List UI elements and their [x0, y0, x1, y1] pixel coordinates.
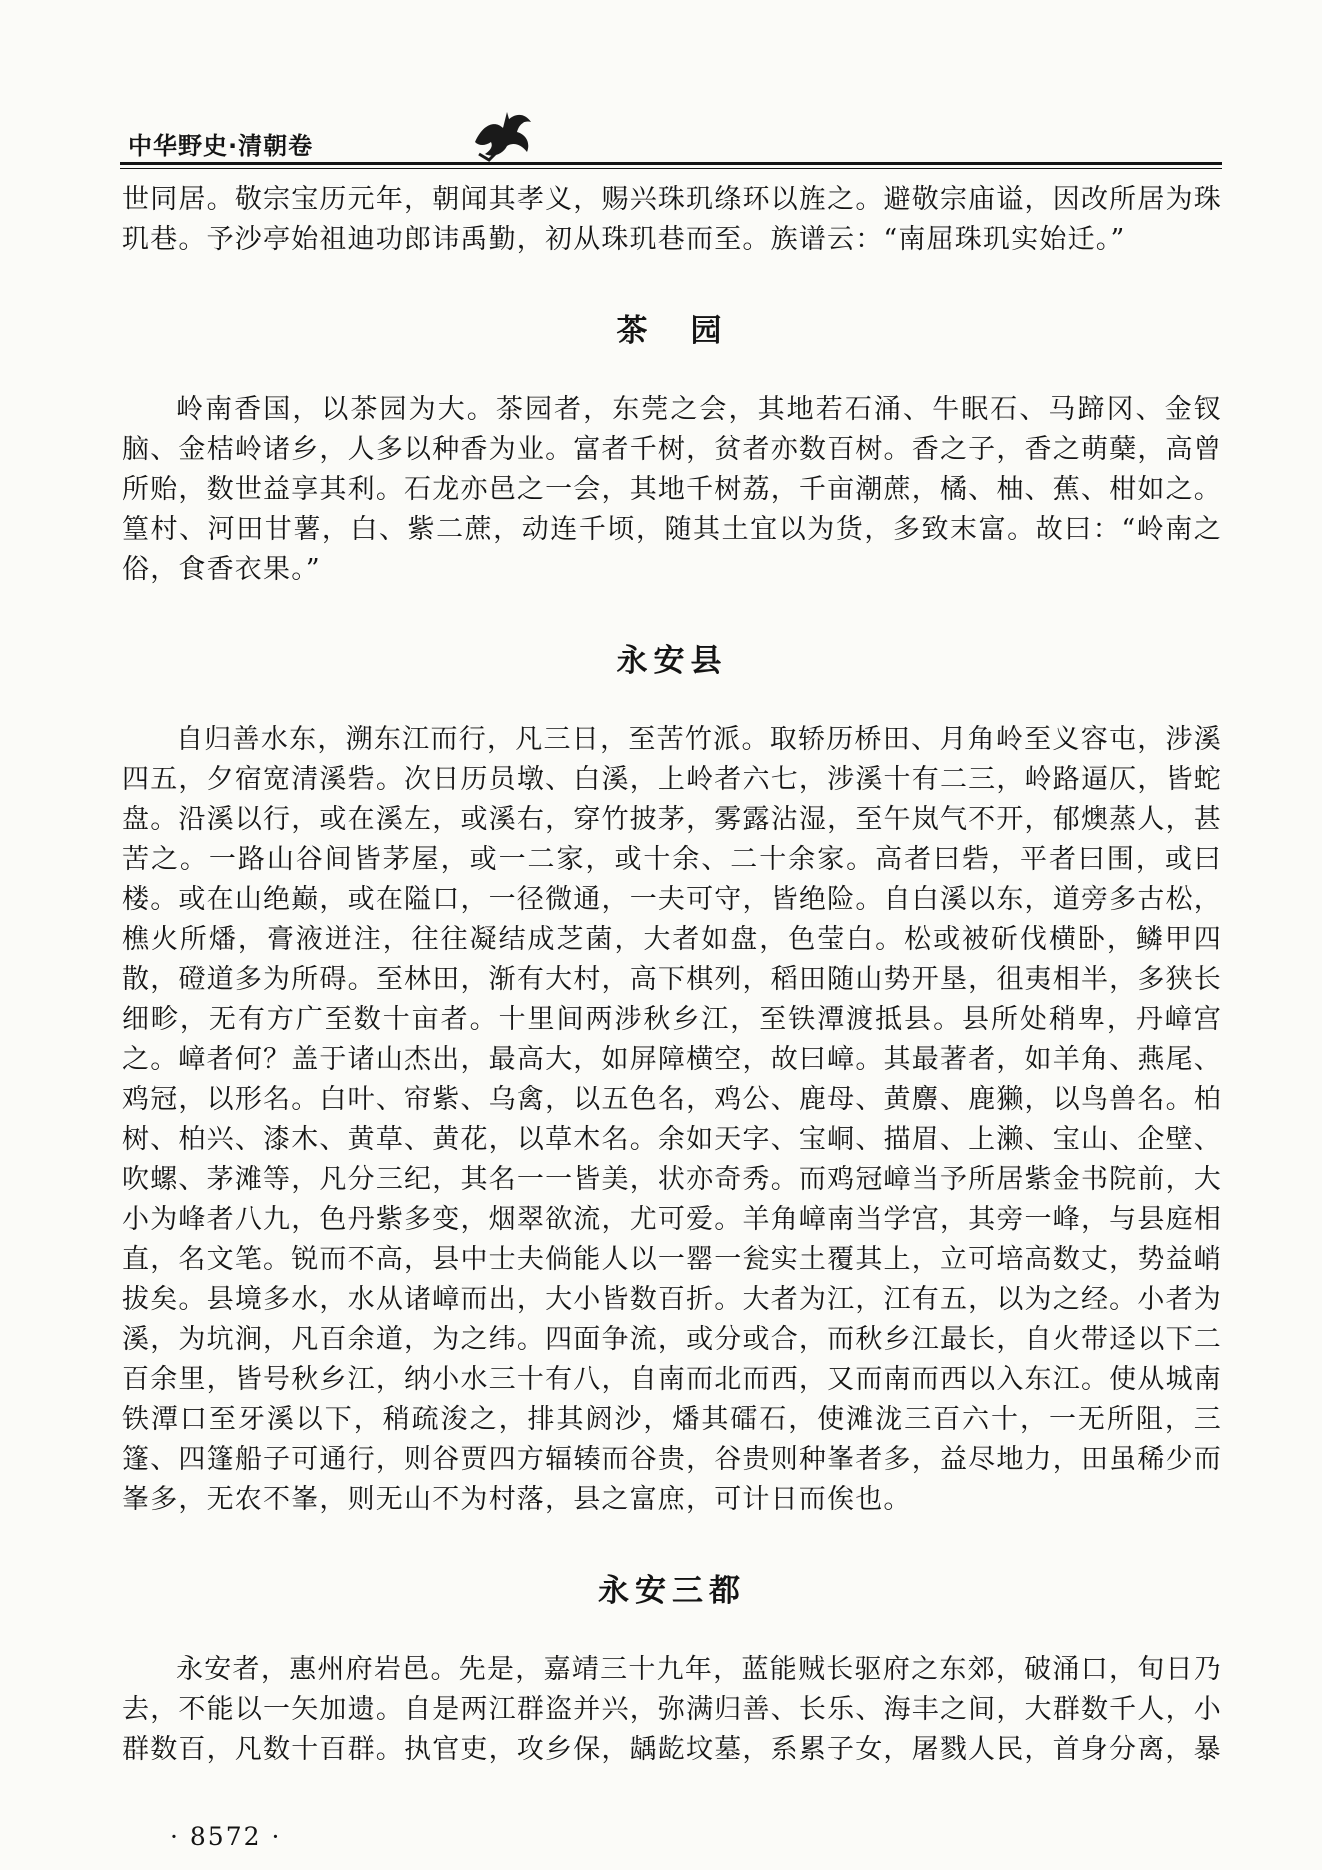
running-header [120, 122, 1220, 162]
spacer [122, 696, 1222, 720]
continued-paragraph: 世同居。敬宗宝历元年，朝闻其孝义，赐兴珠玑绦环以旌之。避敬宗庙谥，因改所居为珠玑巷。予沙亭始祖迪功郎讳禹勤，初从珠玑巷而至。族谱云：“南屈珠玑实始迁。” [122, 184, 1222, 255]
section-paragraph: 永安者，惠州府岩邑。先是，嘉靖三十九年，蓝能贼长驱府之东郊，破涌口，旬日乃去，不能以一矢加遗。自是两江群盗并兴，弥满归善、长乐、海丰之间，大群数千人，小群数百，凡数十百群。执官吏，攻乡保，龋龁坟墓，系累子女，屠戮人民，首身分离，暴 [122, 1654, 1222, 1765]
book-title: 中华野史·清朝卷 [128, 132, 314, 160]
spacer [122, 1626, 1222, 1650]
section-paragraph: 自归善水东，溯东江而行，凡三日，至苦竹派。取轿历桥田、月角岭至义容屯，涉溪四五，夕宿宽清溪砦。次日历员墩、白溪，上岭者六七，涉溪十有二三，岭路逼仄，皆蛇盘。沿溪以行，或在溪左，或溪右，穿竹披茅，雾露沾湿，至午岚气不开，郁燠蒸人，甚苦之。一路山谷间皆茅屋，或一二家，或十余、二十余家。高者曰砦，平者曰围，或曰楼。或在山绝巅，或在隘口，一径微通，一夫可守，皆绝险。自白溪以东，道旁多古松，樵火所燔，膏液迸注，往往凝结成芝菌，大者如盘，色莹白。松或被斫伐横卧，鳞甲四散，磴道多为所碍。至林田，渐有大村，高下棋列，稻田随山势开垦，徂夷相半，多狭长细畛，无有方广至数十亩者。十里间两涉秋乡江，至铁潭渡抵县。县所处稍卑，丹嶂宫之。嶂者何？盖于诸山杰出，最高大，如屏障横空，故曰嶂。其最著者，如羊角、燕尾、鸡冠，以形名。白叶、帘紫、乌禽，以五色名，鸡公、鹿母、黄麖、鹿獭，以鸟兽名。柏树、柏兴、漆木、黄草、黄花，以草木名。余如天字、宝峒、描眉、上濑、宝山、企壁、吹螺、茅滩等，凡分三纪，其名一一皆美，状亦奇秀。而鸡冠嶂当予所居紫金书院前，大小为峰者八九，色丹紫多变，烟翠欲流，尤可爱。羊角嶂南当学宫，其旁一峰，与县庭相直，名文笔。锐而不高，县中士夫倘能人以一罂一瓮实土覆其上，立可培高数丈，势益峭拔矣。县境多水，水从诸嶂而出，大小皆数百折。大者为江，江有五，以为之经。小者为溪，为坑涧，凡百余道，为之纬。四面争流，或分或合，而秋乡江最长，自火带迳以下二百余里，皆号秋乡江，纳小水三十有八，自南而北而西，又而南而西以入东江。使从城南铁潭口至牙溪以下，稍疏浚之，排其阏沙，燔其礌石，使滩泷三百六十，一无所阻，三篷、四篷船子可通行，则谷贾四方辐辏而谷贵，谷贵则种峯者多，益尽地力，田虽稀少而峯多，无农不峯，则无山不为村落，县之富庶，可计日而俟也。 [122, 724, 1222, 1515]
header-rule-thin [120, 168, 1222, 169]
dragon-emblem-icon [465, 102, 545, 162]
page-number: · 8572 · [170, 1822, 282, 1851]
section-heading: 永安县 [616, 643, 728, 679]
spacer [122, 590, 1222, 626]
spacer [122, 1520, 1222, 1556]
spacer [122, 366, 1222, 390]
header-rule [120, 162, 1222, 165]
section-heading: 茶 园 [616, 313, 728, 349]
page-body [122, 180, 1222, 1770]
section-paragraph: 岭南香国，以茶园为大。茶园者，东莞之会，其地若石涌、牛眠石、马蹄冈、金钗脑、金桔岭诸乡，人多以种香为业。富者千树，贫者亦数百树。香之子，香之萌蘖，高曾所贻，数世益享其利。石龙亦邑之一会，其地千树荔，千亩潮蔗，橘、柚、蕉、柑如之。篁村、河田甘薯，白、紫二蔗，动连千顷，随其土宜以为货，多致末富。故曰：“岭南之俗，食香衣果。” [122, 394, 1222, 585]
spacer [122, 260, 1222, 296]
section-heading: 永安三都 [598, 1573, 746, 1609]
